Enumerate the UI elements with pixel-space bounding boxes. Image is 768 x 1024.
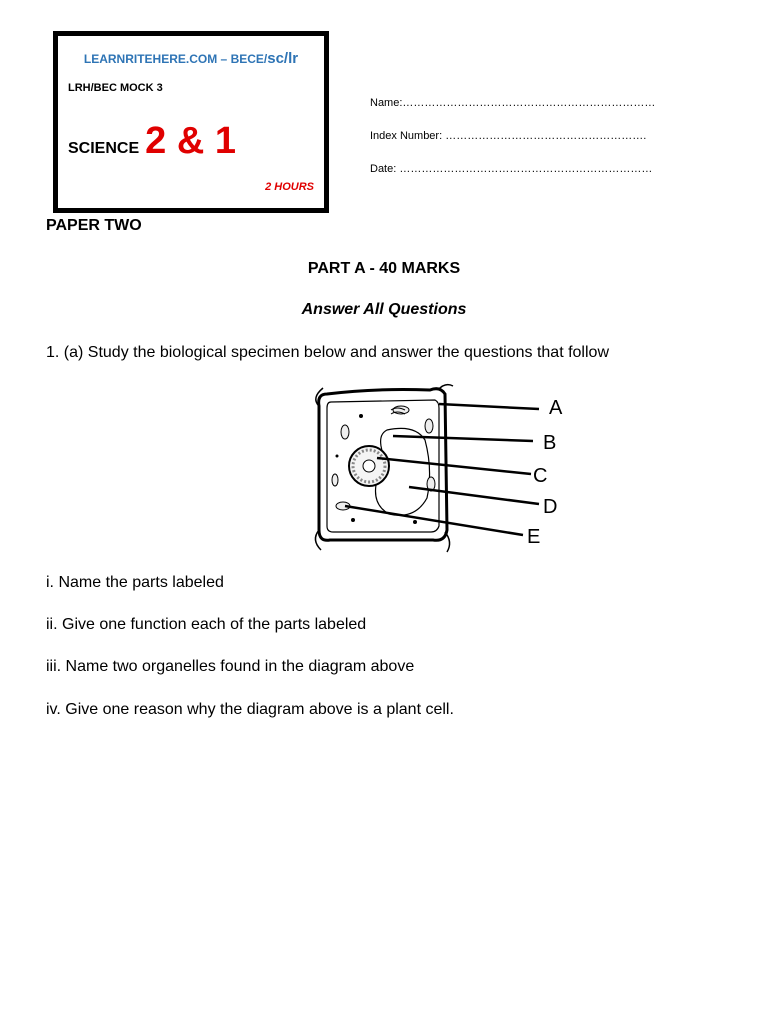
site-tag: sc/lr — [267, 50, 299, 67]
sub-question-iii: iii. Name two organelles found in the diagram above — [46, 658, 415, 675]
exam-duration: 2 HOURS — [265, 181, 314, 193]
label-e: E — [527, 526, 541, 548]
organelle — [336, 455, 339, 458]
name-field: Name:…………………………………………………………… — [370, 97, 656, 109]
site-name: LEARNRITEHERE.COM – BECE/ — [83, 52, 268, 66]
plant-cell-svg — [305, 380, 585, 560]
organelle — [413, 520, 417, 524]
subject-row — [68, 120, 236, 163]
chloroplast — [341, 425, 349, 439]
chloroplast — [425, 419, 433, 433]
subject-number: 2 & 1 — [145, 120, 236, 162]
date-field: Date: …………………………………………………………… — [370, 163, 653, 175]
instruction: Answer All Questions — [301, 301, 467, 318]
exam-header-box — [53, 31, 329, 213]
label-c: C — [533, 465, 548, 487]
part-title: PART A - 40 MARKS — [307, 260, 461, 277]
index-number-field: Index Number: ………………………………………………. — [370, 130, 647, 142]
subject-name: SCIENCE — [68, 140, 140, 157]
paper-title: PAPER TWO — [46, 217, 142, 234]
label-a: A — [549, 397, 563, 419]
sub-question-ii: ii. Give one function each of the parts labeled — [46, 616, 367, 633]
sub-question-iv: iv. Give one reason why the diagram above is a plant cell. — [46, 701, 454, 718]
label-b: B — [543, 432, 557, 454]
organelle — [351, 518, 355, 522]
mock-code: LRH/BEC MOCK 3 — [68, 82, 163, 94]
label-line-a — [439, 404, 539, 409]
nucleolus — [363, 460, 375, 472]
site-line — [58, 50, 324, 67]
plant-cell-diagram — [305, 380, 585, 560]
question-prompt: 1. (a) Study the biological specimen below and answer the questions that follow — [46, 344, 609, 361]
chloroplast — [332, 474, 338, 486]
organelle — [359, 414, 363, 418]
label-d: D — [543, 496, 558, 518]
sub-question-i: i. Name the parts labeled — [46, 574, 224, 591]
